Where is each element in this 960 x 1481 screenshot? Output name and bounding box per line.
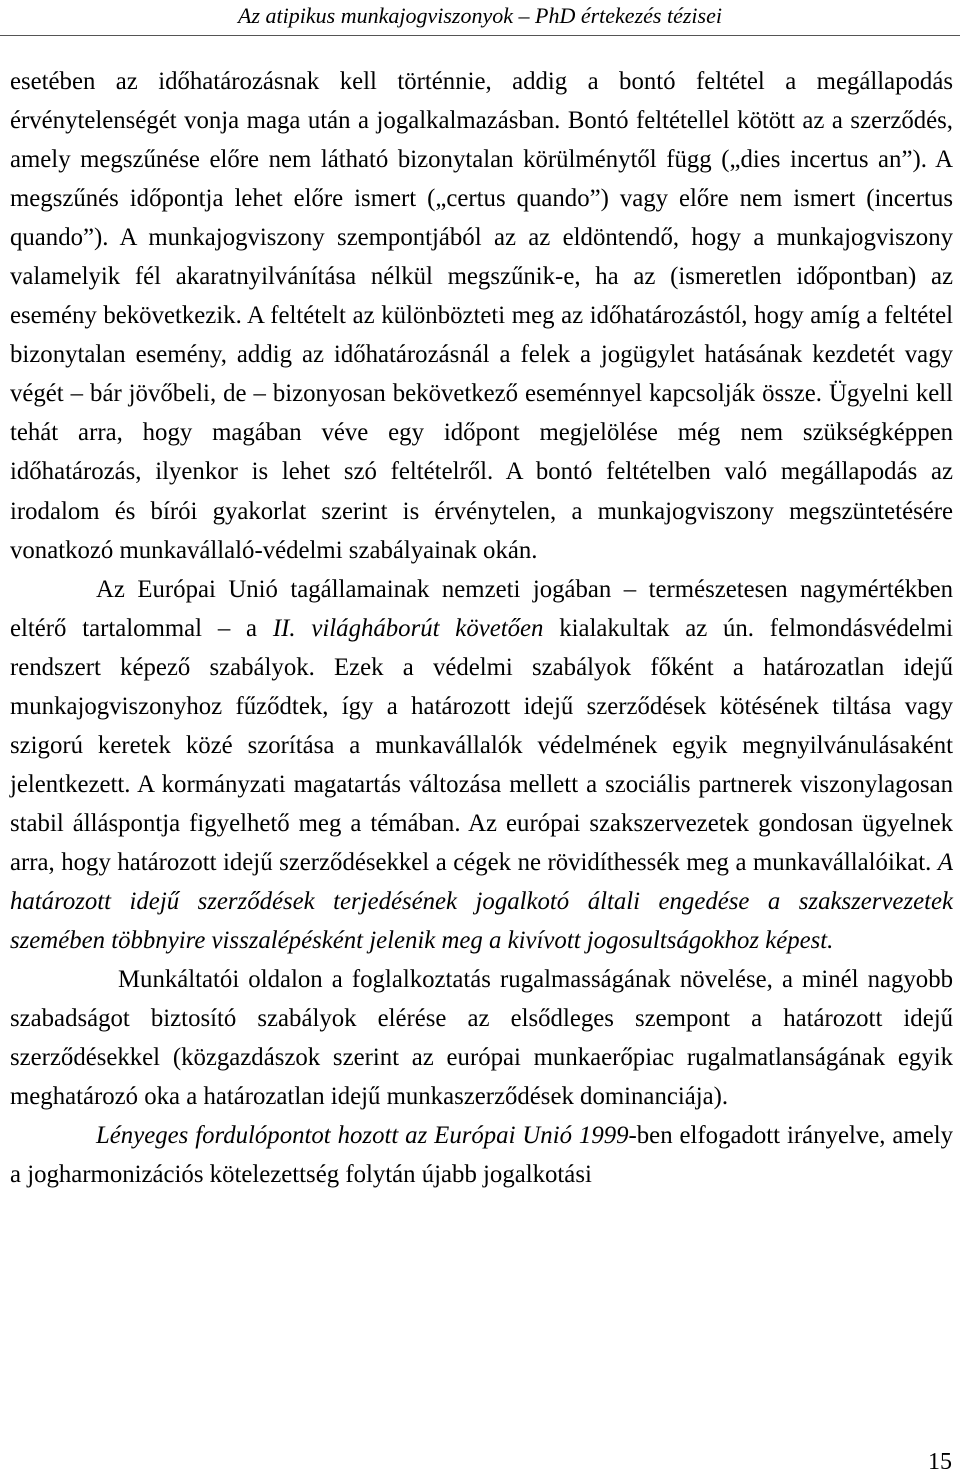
paragraph-text: Az Európai Unió tagállamainak nemzeti jogában – természetesen nagymértékben eltérő tartalommal – a (10, 575, 953, 642)
italic-text: Lényeges fordulópontot hozott az Európai Unió 1999 (96, 1122, 629, 1150)
italic-text: II. világháborút követően (272, 614, 544, 642)
paragraph-text: esetében az időhatározásnak kell történnie, addig a bontó feltétel a megállapodás érvénytelenségét vonja maga után a jogalkalmazásban. Bontó feltétellel kötött az a szerződés, amely megszűnése előre nem látható bizonytalan körülménytől függ („dies incertus an”). A megszűnés időpontja lehet előre ismert („certus quando”) vagy előre nem ismert (incertus quando”). A munkajogviszony szempontjából az az eldöntendő, hogy a munkajogviszony valamelyik fél akaratnyilvánítása nélkül megszűnik-e, ha az (ismeretlen időpontban) az esemény bekövetkezik. A feltételt az különbözteti meg az időhatározástól, hogy amíg a feltétel bizonytalan esemény, addig az időhatározásnál a felek a jogügylet hatásának kezdetét vagy végét – bár jövőbeli, de – bizonyosan bekövetkező eseménnyel kapcsolják össze. Ügyelni kell tehát arra, hogy magában véve egy időpont megjelölése még nem szükségképpen időhatározás, ilyenkor is lehet szó feltételről. A bontó feltételben való megállapodás az irodalom és bírói gyakorlat szerint is érvénytelen, a munkajogviszony megszüntetésére vonatkozó munkavállaló-védelmi szabályainak okán. (10, 68, 953, 564)
paragraph-turning-point (10, 1116, 953, 1194)
paragraph-eu-member-states (10, 570, 953, 960)
paragraph-text: kialakultak az ún. felmondásvédelmi rendszert képező szabályok. Ezek a védelmi szabályok főként a határozatlan idejű munkajogviszonyhoz fűződtek, így a határozott idejű szerződések kötésének tiltása vagy szigorú keretek közé szorítása a munkavállalók védelmének egyik megnyilvánulásaként jelentkezett. A kormányzati magatartás változása mellett a szociális partnerek viszonylagosan stabil álláspontja figyelhető meg a témában. Az európai szakszervezetek gondosan ügyelnek arra, hogy határozott idejű szerződésekkel a cégek ne rövidíthessék meg a munkavállalóikat. (10, 614, 953, 876)
running-header (0, 0, 960, 36)
paragraph-text: -ben elfogadott irányelve, amely a jogharmonizációs kötelezettség folytán újabb jogalkotási (10, 1122, 953, 1189)
paragraph-text: Munkáltatói oldalon a foglalkoztatás rugalmasságának növelése, a minél nagyobb szabadságot biztosító szabályok elérése az elsődleges szempont a határozott idejű szerződésekkel (közgazdászok szerint az európai munkaerőpiac rugalmatlanságának egyik meghatározó oka a határozatlan idejű munkaszerződések dominanciája). (10, 966, 953, 1111)
paragraph-employer-side (10, 960, 953, 1116)
running-header-title: Az atipikus munkajogviszonyok – PhD értekezés tézisei (238, 3, 722, 28)
page-number: 15 (928, 1449, 952, 1475)
page-body (10, 62, 953, 1194)
paragraph-conditions (10, 62, 953, 570)
italic-text: A határozott idejű szerződések terjedésének jogalkotó általi engedése a szakszervezetek szemében többnyire visszalépésként jelenik meg a kivívott jogosultságokhoz képest. (10, 848, 953, 955)
